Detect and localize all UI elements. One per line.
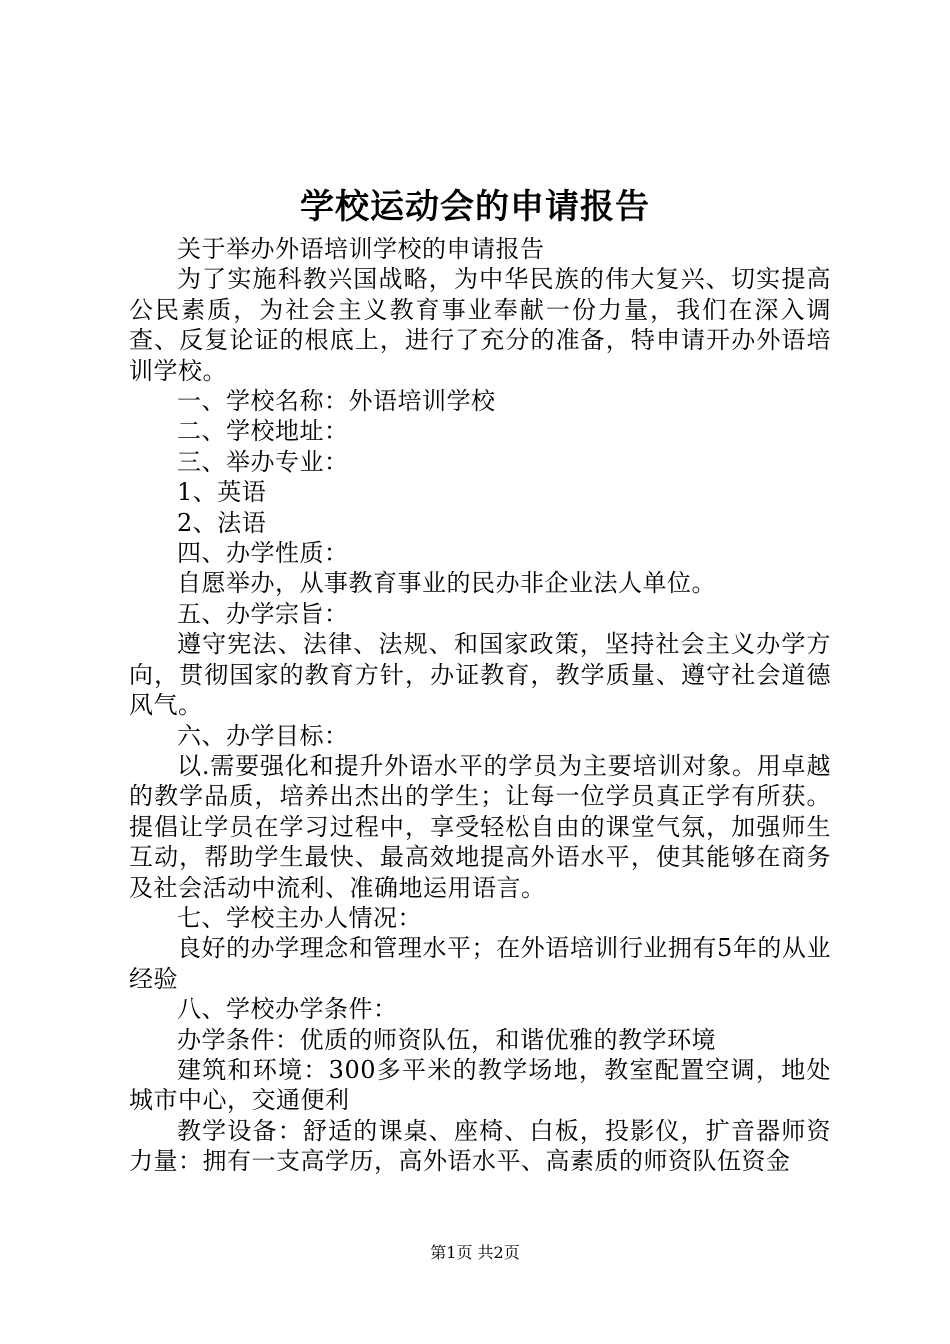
paragraph-nature-heading: 四、办学性质： bbox=[177, 539, 349, 568]
paragraph-subtitle: 关于举办外语培训学校的申请报告 bbox=[177, 235, 545, 263]
paragraph-purpose-text: 遵守宪法、法律、法规、和国家政策，坚持社会主义办学方向，贯彻国家的教育方针，办证教育，教学质量、遵守社会道德风气。 bbox=[129, 630, 831, 720]
paragraph-goal-text: 以.需要强化和提升外语水平的学员为主要培训对象。用卓越的教学品质，培养出杰出的学生；让每一位学员真正学有所获。提倡让学员在学习过程中，享受轻松自由的课堂气氛，加强师生互动，帮助学生最快、最高效地提高外语水平，使其能够在商务及社会活动中流利、准确地运用语言。 bbox=[129, 751, 831, 902]
paragraph-conditions-text: 办学条件：优质的师资队伍，和谐优雅的教学环境 bbox=[177, 1025, 716, 1054]
paragraph-major-english: 1、英语 bbox=[177, 478, 267, 507]
paragraph-school-address: 二、学校地址： bbox=[177, 417, 349, 446]
paragraph-nature-text: 自愿举办，从事教育事业的民办非企业法人单位。 bbox=[177, 569, 716, 598]
document-body bbox=[129, 234, 831, 1177]
document-title: 学校运动会的申请报告 bbox=[300, 187, 650, 227]
paragraph-building-text: 建筑和环境：300多平米的教学场地，教室配置空调，地处城市中心，交通便利 bbox=[129, 1055, 831, 1115]
paragraph-sponsor-heading: 七、学校主办人情况： bbox=[177, 903, 422, 932]
paragraph-majors-heading: 三、举办专业： bbox=[177, 447, 349, 476]
paragraph-major-french: 2、法语 bbox=[177, 508, 267, 537]
paragraph-conditions-heading: 八、学校办学条件： bbox=[177, 995, 398, 1024]
paragraph-goal-heading: 六、办学目标： bbox=[177, 721, 349, 750]
paragraph-purpose-heading: 五、办学宗旨： bbox=[177, 599, 349, 628]
paragraph-sponsor-text: 良好的办学理念和管理水平；在外语培训行业拥有5年的从业经验 bbox=[129, 934, 831, 993]
page-indicator: 第1页 共2页 bbox=[430, 1243, 520, 1262]
paragraph-school-name: 一、学校名称：外语培训学校 bbox=[177, 387, 496, 416]
paragraph-equipment-text: 教学设备：舒适的课桌、座椅、白板，投影仪，扩音器师资力量：拥有一支高学历，高外语水平、高素质的师资队伍资金 bbox=[129, 1116, 831, 1176]
paragraph-intro: 为了实施科教兴国战略，为中华民族的伟大复兴、切实提高公民素质，为社会主义教育事业奉献一份力量，我们在深入调查、反复论证的根底上，进行了充分的准备，特申请开办外语培训学校。 bbox=[129, 265, 831, 385]
